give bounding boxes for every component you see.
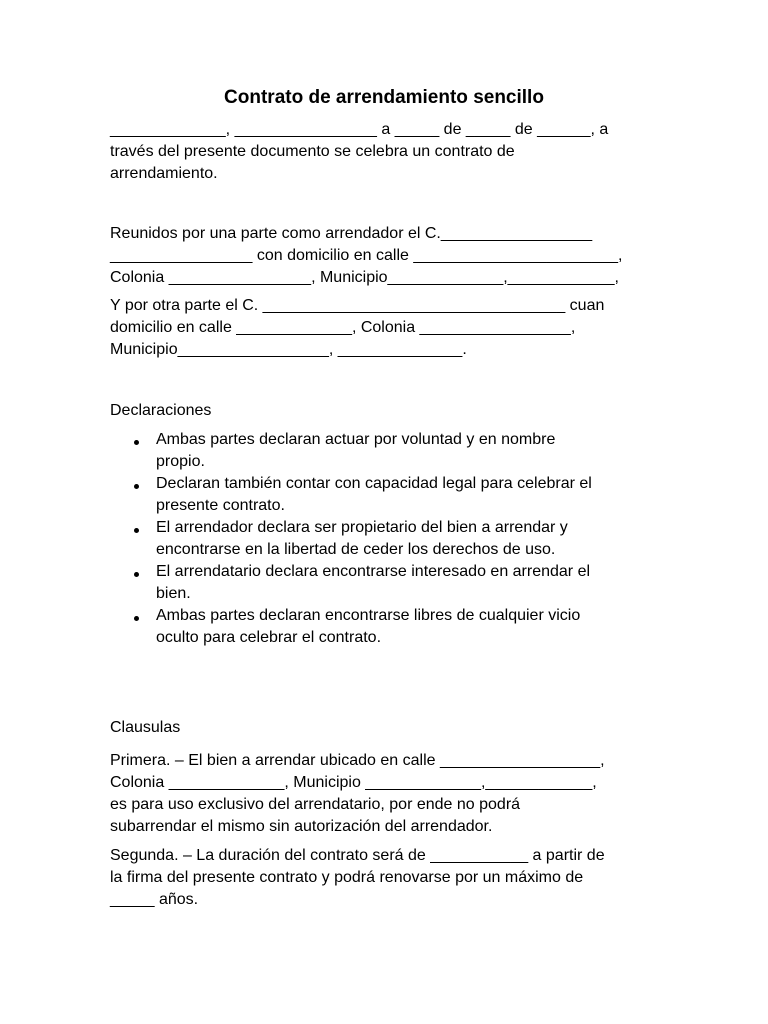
declarations-list	[110, 431, 670, 651]
bullet-icon	[134, 528, 139, 533]
bullet-icon	[134, 616, 139, 621]
bullet-icon	[134, 440, 139, 445]
declaration-line: presente contrato.	[156, 497, 285, 514]
declaration-item	[110, 563, 670, 607]
intro-paragraph	[110, 119, 670, 185]
clause-primera	[110, 750, 670, 838]
clause-line: es para uso exclusivo del arrendatario, por ende no podrá	[110, 796, 521, 813]
declaration-line: bien.	[156, 585, 191, 602]
bullet-icon	[134, 572, 139, 577]
arrendador-line: Reunidos por una parte como arrendador el C._________________	[110, 225, 593, 242]
arrendatario-line: domicilio en calle _____________, Colonia _________________,	[110, 319, 576, 336]
declaration-item	[110, 475, 670, 519]
arrendador-paragraph	[110, 223, 670, 289]
arrendador-line: Colonia ________________, Municipio_____________,____________,	[110, 269, 619, 286]
clause-line: la firma del presente contrato y podrá renovarse por un máximo de	[110, 869, 584, 886]
bullet-icon	[134, 484, 139, 489]
declaration-line: encontrarse en la libertad de ceder los derechos de uso.	[156, 541, 556, 558]
clause-line: _____ años.	[110, 891, 199, 908]
intro-line: _____________, ________________ a _____ de _____ de ______, a	[110, 121, 609, 138]
intro-line: arrendamiento.	[110, 165, 218, 182]
clause-line: subarrendar el mismo sin autorización del arrendador.	[110, 818, 493, 835]
declaration-line: El arrendador declara ser propietario del bien a arrendar y	[156, 519, 568, 536]
declaration-line: oculto para celebrar el contrato.	[156, 629, 382, 646]
clause-line: Colonia _____________, Municipio _____________,____________,	[110, 774, 597, 791]
declaration-line: Declaran también contar con capacidad legal para celebrar el	[156, 475, 592, 492]
clauses-heading: Clausulas	[110, 719, 181, 736]
intro-line: través del presente documento se celebra un contrato de	[110, 143, 515, 160]
arrendatario-line: Municipio_________________, ______________.	[110, 341, 467, 358]
document-title: Contrato de arrendamiento sencillo	[224, 87, 544, 108]
declaration-line: Ambas partes declaran actuar por voluntad y en nombre	[156, 431, 556, 448]
declaration-line: Ambas partes declaran encontrarse libres de cualquier vicio	[156, 607, 581, 624]
declaration-line: propio.	[156, 453, 205, 470]
arrendador-line: ________________ con domicilio en calle _______________________,	[110, 247, 623, 264]
declaration-item	[110, 519, 670, 563]
clause-line: Primera. – El bien a arrendar ubicado en calle __________________,	[110, 752, 605, 769]
clause-line: Segunda. – La duración del contrato será de ___________ a partir de	[110, 847, 605, 864]
arrendatario-line: Y por otra parte el C. __________________________________ cuan	[110, 297, 605, 314]
arrendatario-paragraph	[110, 295, 670, 361]
declarations-heading: Declaraciones	[110, 402, 212, 419]
declaration-line: El arrendatario declara encontrarse interesado en arrendar el	[156, 563, 591, 580]
declaration-item	[110, 607, 670, 651]
declaration-item	[110, 431, 670, 475]
clause-segunda	[110, 845, 670, 911]
